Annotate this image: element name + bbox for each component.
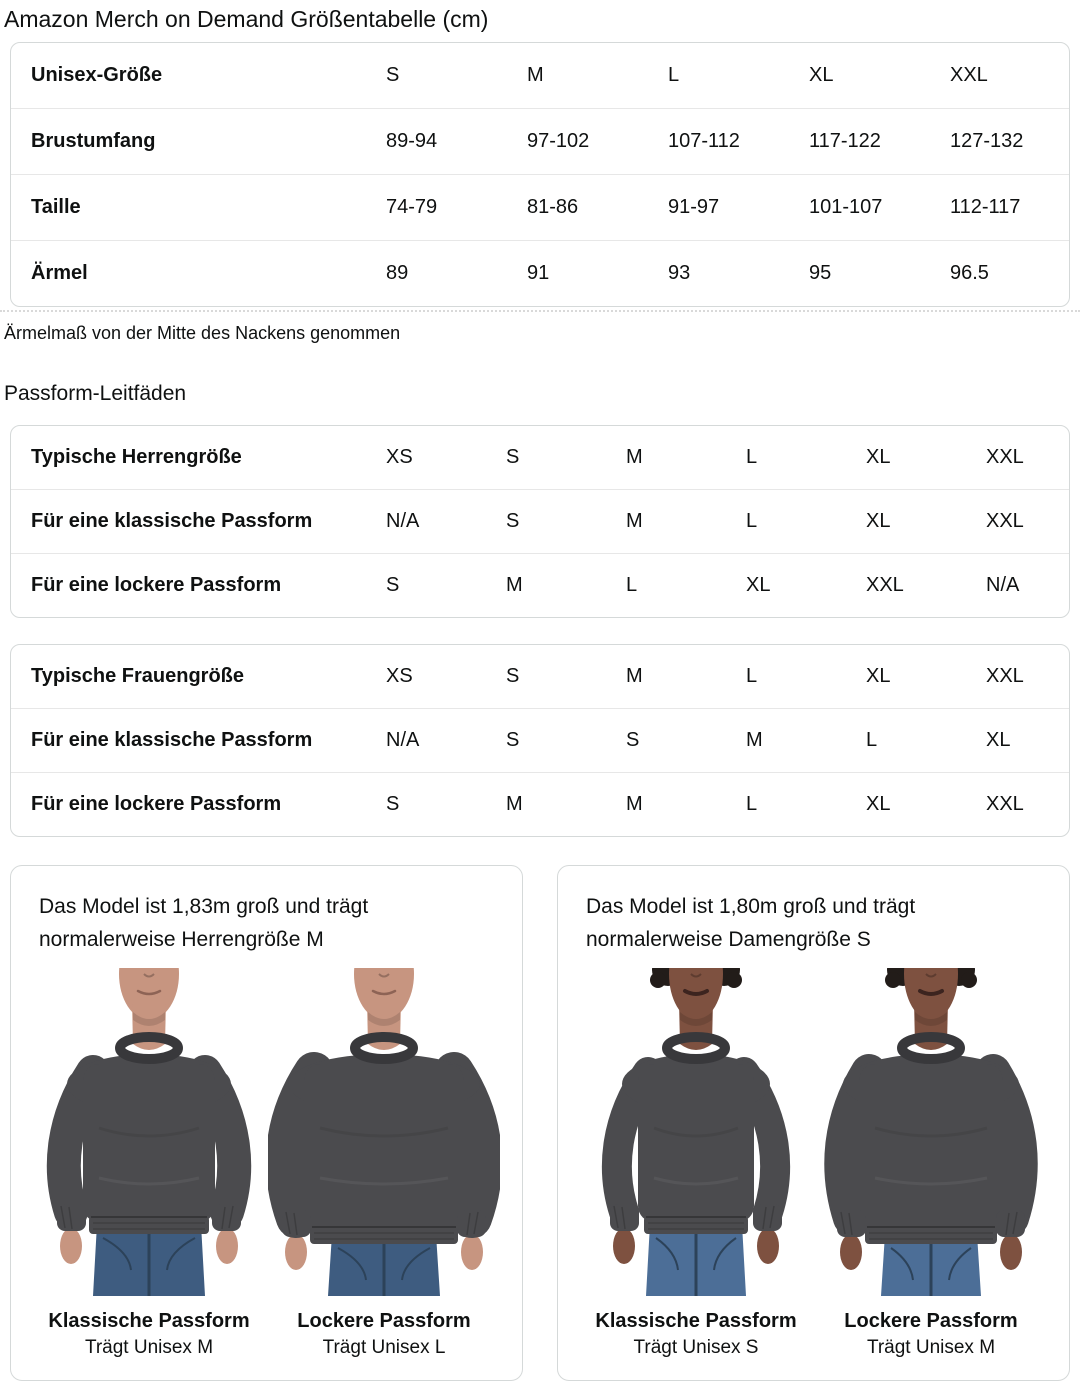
size-value: 74-79 (386, 196, 438, 218)
size-header: L (668, 64, 680, 86)
row-label: Für eine lockere Passform (31, 793, 282, 815)
model-card-men (10, 865, 523, 1381)
size-header: M (626, 446, 643, 468)
table-row-sleeve (11, 240, 1069, 306)
size-value: L (746, 793, 758, 815)
table-header-row (11, 645, 1069, 708)
size-value: L (746, 510, 758, 532)
size-header: L (746, 446, 758, 468)
mens-fit-table (10, 425, 1070, 618)
size-value: S (386, 793, 400, 815)
size-value: 91-97 (668, 196, 720, 218)
model-cards (10, 865, 1070, 1381)
figure-loose-fit (268, 968, 500, 1362)
size-header: XL (866, 665, 891, 687)
table-header-row (11, 426, 1069, 489)
fit-guides-heading: Passform-Leitfäden (4, 382, 187, 405)
row-label: Typische Herrengröße (31, 446, 242, 468)
table-row-classic-fit (11, 489, 1069, 553)
size-caption: Trägt Unisex L (322, 1337, 446, 1358)
size-value: XXL (986, 510, 1024, 532)
size-value: 89 (386, 262, 409, 284)
size-header: S (506, 665, 520, 687)
size-header: M (527, 64, 544, 86)
size-value: L (626, 574, 638, 596)
size-header: XS (386, 446, 413, 468)
size-header: S (506, 446, 520, 468)
size-value: 127-132 (950, 130, 1024, 152)
fit-caption: Lockere Passform (297, 1310, 471, 1332)
row-label: Ärmel (31, 262, 88, 284)
size-value: XL (746, 574, 771, 596)
row-label: Für eine klassische Passform (31, 510, 313, 532)
sleeve-measure-note: Ärmelmaß von der Mitte des Nackens genommen (4, 323, 401, 343)
size-value: M (506, 793, 523, 815)
size-header: S (386, 64, 400, 86)
size-value: 89-94 (386, 130, 438, 152)
size-value: S (506, 729, 520, 751)
size-caption: Trägt Unisex M (866, 1337, 996, 1358)
dotted-divider (0, 310, 1080, 312)
size-value: XL (866, 510, 891, 532)
size-header: XXL (950, 64, 988, 86)
size-value: M (506, 574, 523, 596)
model-photo-classic-fit (33, 968, 265, 1296)
size-value: 101-107 (809, 196, 883, 218)
model-description: Das Model ist 1,83m groß und trägt normalerweise Herrengröße M (39, 895, 369, 951)
figure-classic-fit (580, 968, 812, 1362)
size-value: XL (866, 793, 891, 815)
size-value: N/A (386, 729, 420, 751)
figure-loose-fit (815, 968, 1047, 1362)
size-value: 112-117 (950, 196, 1021, 218)
size-value: S (386, 574, 400, 596)
size-value: 117-122 (809, 130, 881, 152)
size-value: XXL (986, 793, 1024, 815)
model-photo-classic-fit (580, 968, 812, 1296)
size-value: 96.5 (950, 262, 989, 284)
size-value: M (626, 793, 643, 815)
size-header: L (746, 665, 758, 687)
table-row-chest (11, 108, 1069, 174)
size-value: 91 (527, 262, 550, 284)
size-value: M (626, 510, 643, 532)
size-value: L (866, 729, 878, 751)
row-label: Typische Frauengröße (31, 665, 245, 687)
model-card-women (557, 865, 1070, 1381)
table-row-classic-fit (11, 708, 1069, 772)
model-description: Das Model ist 1,80m groß und trägt normalerweise Damengröße S (586, 895, 916, 951)
row-label: Für eine lockere Passform (31, 574, 282, 596)
size-value: 97-102 (527, 130, 590, 152)
fit-caption: Klassische Passform (48, 1310, 250, 1332)
size-header: XXL (986, 665, 1024, 687)
size-header: XL (809, 64, 834, 86)
size-value: M (746, 729, 763, 751)
row-label: Unisex-Größe (31, 64, 163, 86)
size-value: 95 (809, 262, 832, 284)
model-photo-loose-fit (815, 968, 1047, 1296)
size-header: XL (866, 446, 891, 468)
table-row-waist (11, 174, 1069, 240)
size-value: XL (986, 729, 1011, 751)
row-label: Brustumfang (31, 130, 156, 152)
table-row-loose-fit (11, 553, 1069, 617)
size-value: 93 (668, 262, 691, 284)
size-header: XXL (986, 446, 1024, 468)
page-title: Amazon Merch on Demand Größentabelle (cm) (4, 6, 489, 32)
size-caption: Trägt Unisex M (84, 1337, 214, 1358)
size-value: S (626, 729, 640, 751)
fit-caption: Lockere Passform (844, 1310, 1018, 1332)
unisex-size-table (10, 42, 1070, 307)
size-header: XS (386, 665, 413, 687)
size-value: 107-112 (668, 130, 740, 152)
fit-caption: Klassische Passform (595, 1310, 797, 1332)
size-value: 81-86 (527, 196, 579, 218)
row-label: Für eine klassische Passform (31, 729, 313, 751)
table-row-loose-fit (11, 772, 1069, 836)
womens-fit-table (10, 644, 1070, 837)
size-value: XXL (866, 574, 904, 596)
size-header: M (626, 665, 643, 687)
row-label: Taille (31, 196, 81, 218)
figure-classic-fit (33, 968, 265, 1362)
table-header-row (11, 43, 1069, 108)
size-value: N/A (986, 574, 1020, 596)
size-caption: Trägt Unisex S (633, 1337, 759, 1358)
size-value: S (506, 510, 520, 532)
size-value: N/A (386, 510, 420, 532)
model-photo-loose-fit (268, 968, 500, 1296)
